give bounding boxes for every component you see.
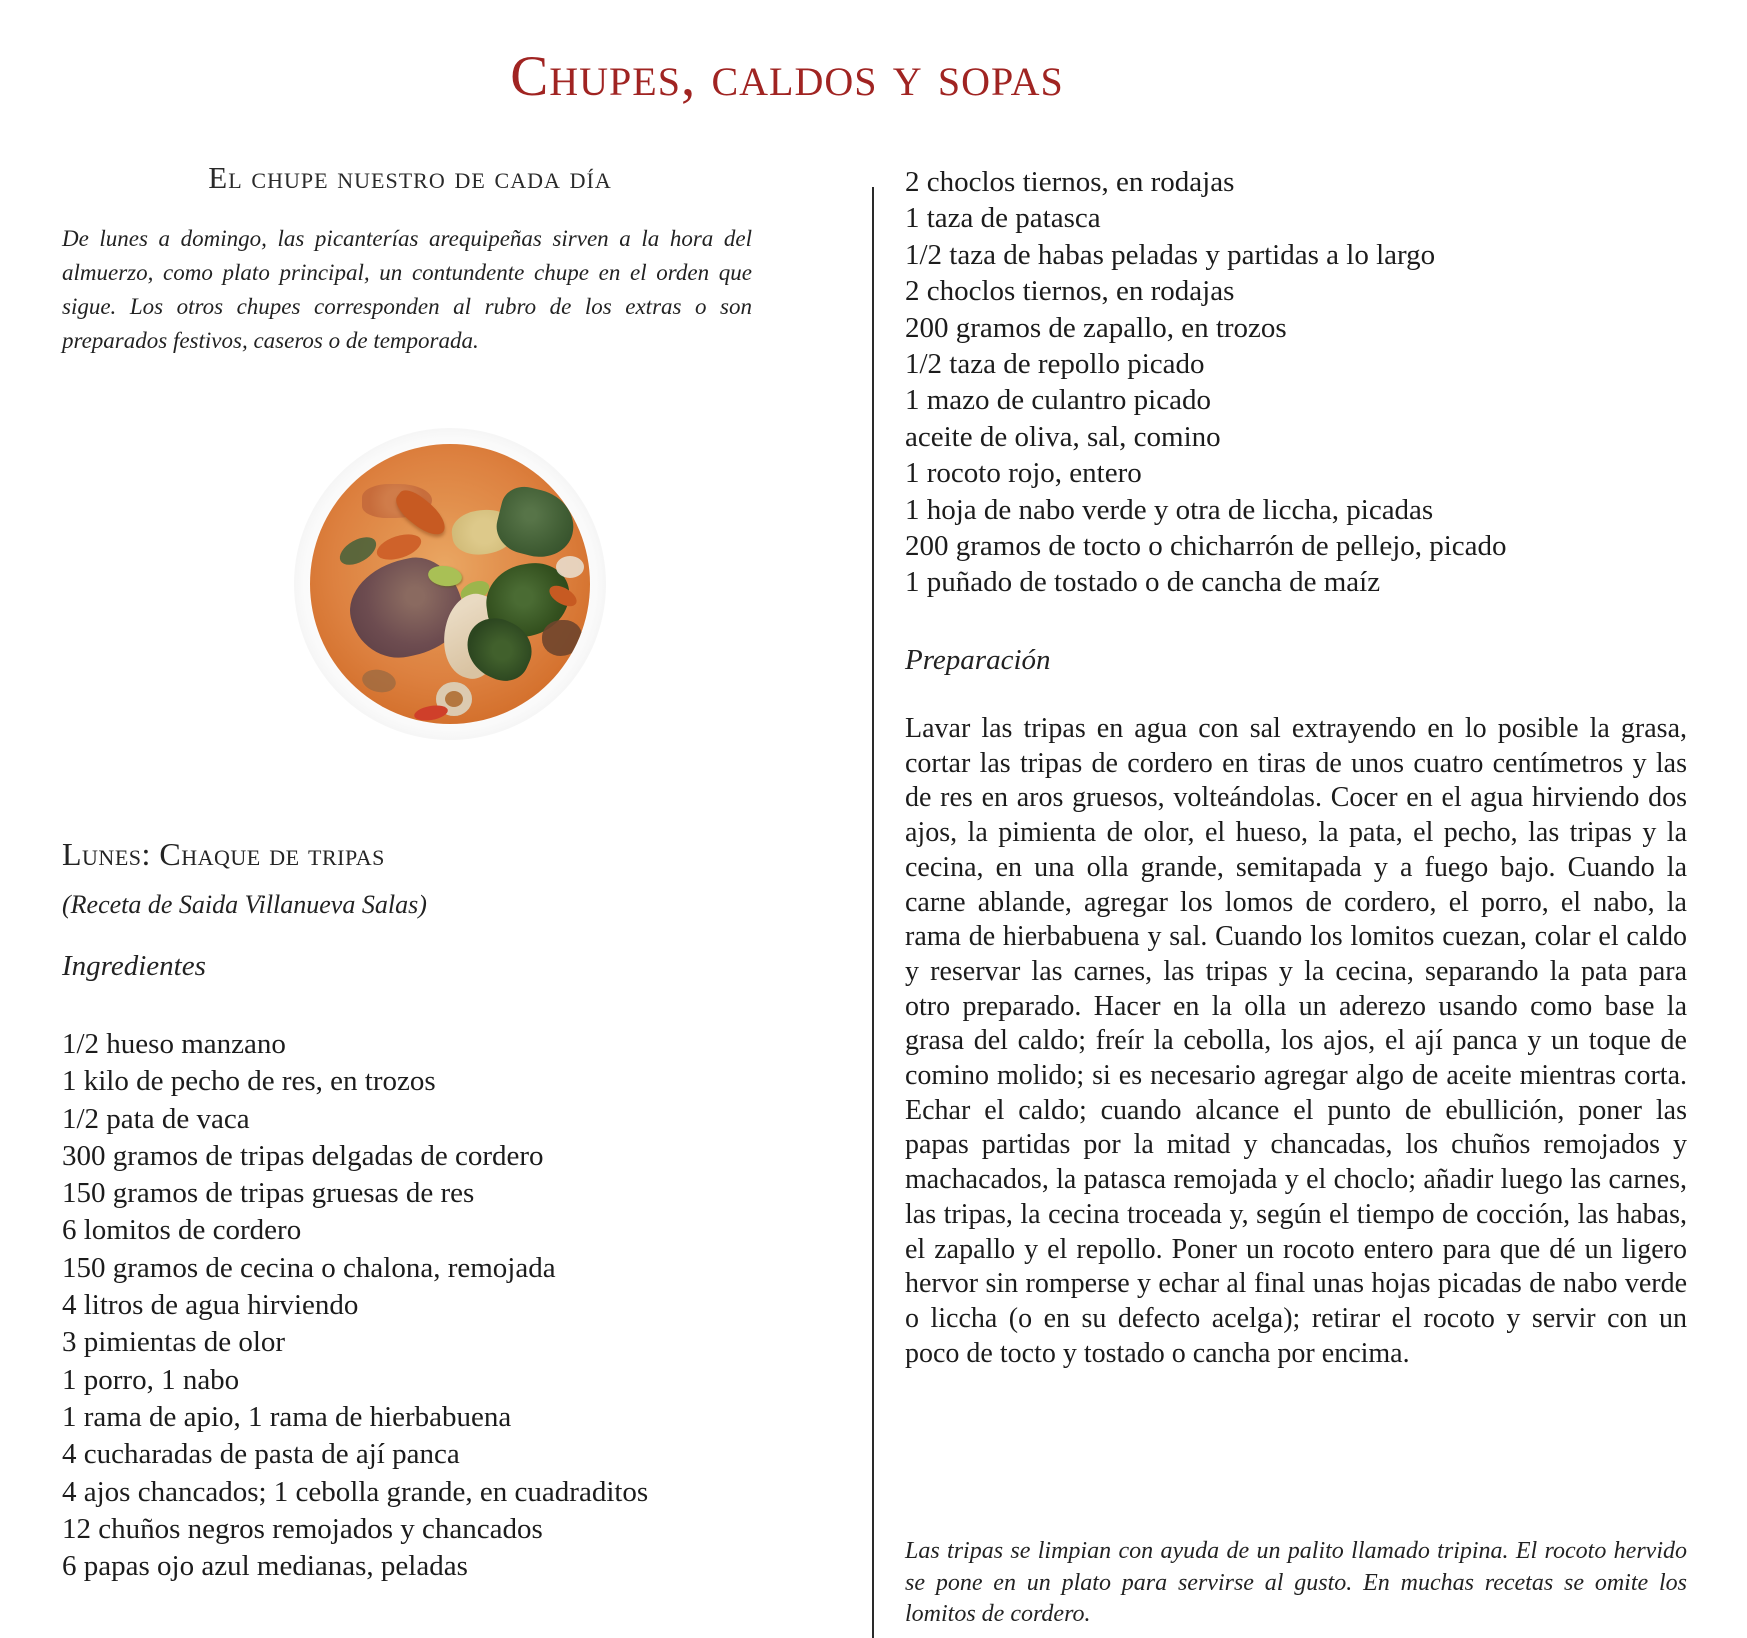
ingredient-line: 4 ajos chancados; 1 cebolla grande, en cuadraditos bbox=[62, 1475, 649, 1508]
ingredient-line: 3 pimientas de olor bbox=[62, 1326, 286, 1359]
ingredients-list-left bbox=[62, 1026, 822, 1585]
ingredient-line: 1/2 taza de repollo picado bbox=[905, 348, 1205, 381]
ingredient-line: 1 taza de patasca bbox=[905, 202, 1101, 235]
ingredient-line: 1/2 hueso manzano bbox=[62, 1028, 286, 1060]
ingredient-line: 1 puñado de tostado o de cancha de maíz bbox=[905, 566, 1381, 599]
footnote: Las tripas se limpian con ayuda de un palito llamado tripina. El rocoto hervido se pone en un plato para servirse al gusto. En muchas recetas se omite los lomitos de cordero. bbox=[905, 1538, 1687, 1627]
soup-surface bbox=[310, 444, 590, 724]
ingredient-line: 12 chuños negros remojados y chancados bbox=[62, 1512, 543, 1545]
title-band bbox=[0, 46, 1574, 109]
ingredient-line: 1 hoja de nabo verde y otra de liccha, picadas bbox=[905, 493, 1434, 526]
ingredient-line: 1 rocoto rojo, entero bbox=[905, 457, 1142, 490]
ingredient-line: 4 cucharadas de pasta de ají panca bbox=[62, 1438, 460, 1471]
preparation-paragraph: Lavar las tripas en agua con sal extrayendo en lo posible la grasa, cortar las tripas de cordero en tiras de unos cuatro centímetros y las de res en aros gruesos, volteándolas. Cocer en el agua hirviendo dos ajos, la pimienta de olor, el hueso, la pata, el pecho, las tripas y la cecina, en una olla grande, semitapada y a fuego bajo. Cuando la carne ablande, agregar los lomos de cordero, el porro, el nabo, la rama de hierbabuena y sal. Cuando los lomitos cuezan, colar el caldo y reservar las carnes, las tripas y la cecina, separando la pata para otro preparado. Hacer en la olla un aderezo usando como base la grasa del caldo; freír la cebolla, los ajos, el ají panca y un toque de comino molido; si es necesario agregar algo de aceite mientras corta. Echar el caldo; cuando alcance el punto de ebullición, poner las papas partidas por la mitad y chancadas, los chuños remojados y machacados, la patasca remojada y el choclo; añadir luego las carnes, las tripas, la cecina troceada y, según el tiempo de cocción, las habas, el zapallo y el repollo. Poner un rocoto entero para que dé un ligero hervor sin romperse y echar al final unas hojas picadas de nabo verde o liccha (o en su defecto acelga); retirar el rocoto y servir con un poco de tocto y tostado o cancha por encima. bbox=[905, 713, 1687, 1369]
ingredient-line: 1 mazo de culantro picado bbox=[905, 384, 1211, 417]
ingredient-line: 150 gramos de cecina o chalona, remojada bbox=[62, 1251, 556, 1284]
ingredient-line: 6 lomitos de cordero bbox=[62, 1214, 302, 1247]
section-heading: El chupe nuestro de cada día bbox=[208, 160, 612, 195]
ingredient-line: 1/2 taza de habas peladas y partidas a lo largo bbox=[905, 238, 1436, 271]
ingredient-line: 2 choclos tiernos, en rodajas bbox=[905, 275, 1235, 308]
preparation-label: Preparación bbox=[905, 644, 1051, 676]
recipe-credit: (Receta de Saida Villanueva Salas) bbox=[62, 890, 427, 919]
ingredient-line: 2 choclos tiernos, en rodajas bbox=[905, 166, 1235, 198]
ingredient-line: 200 gramos de zapallo, en trozos bbox=[905, 311, 1287, 344]
column-divider-rule bbox=[872, 187, 874, 1638]
soup-pepper-blob bbox=[413, 703, 449, 723]
soup-herb-blob bbox=[335, 531, 381, 570]
ingredient-line: 1/2 pata de vaca bbox=[62, 1102, 250, 1135]
ingredient-line: 200 gramos de tocto o chicharrón de pellejo, picado bbox=[905, 530, 1507, 563]
soup-mushroom-blob bbox=[360, 667, 398, 696]
recipe-heading: Lunes: Chaque de tripas bbox=[62, 836, 385, 872]
ingredient-line: 1 kilo de pecho de res, en trozos bbox=[62, 1065, 436, 1098]
soup-photo bbox=[294, 428, 606, 740]
intro-paragraph: De lunes a domingo, las picanterías arequipeñas sirven a la hora del almuerzo, como plato principal, un contundente chupe en el orden que sigue. Los otros chupes corresponden al rubro de los extras o son preparados festivos, caseros o de temporada. bbox=[62, 226, 752, 353]
ingredient-line: aceite de oliva, sal, comino bbox=[905, 420, 1221, 453]
ingredient-line: 1 rama de apio, 1 rama de hierbabuena bbox=[62, 1400, 512, 1433]
ingredient-line: 1 porro, 1 nabo bbox=[62, 1363, 240, 1396]
ingredients-label: Ingredientes bbox=[62, 950, 206, 982]
ingredients-list-right bbox=[905, 164, 1687, 601]
ingredient-line: 300 gramos de tripas delgadas de cordero bbox=[62, 1139, 544, 1172]
ingredient-line: 150 gramos de tripas gruesas de res bbox=[62, 1177, 475, 1210]
soup-pasta-blob bbox=[556, 556, 584, 578]
page-title: Chupes, caldos y sopas bbox=[510, 45, 1064, 108]
ingredient-line: 4 litros de agua hirviendo bbox=[62, 1289, 359, 1322]
ingredient-line: 6 papas ojo azul medianas, peladas bbox=[62, 1550, 468, 1583]
